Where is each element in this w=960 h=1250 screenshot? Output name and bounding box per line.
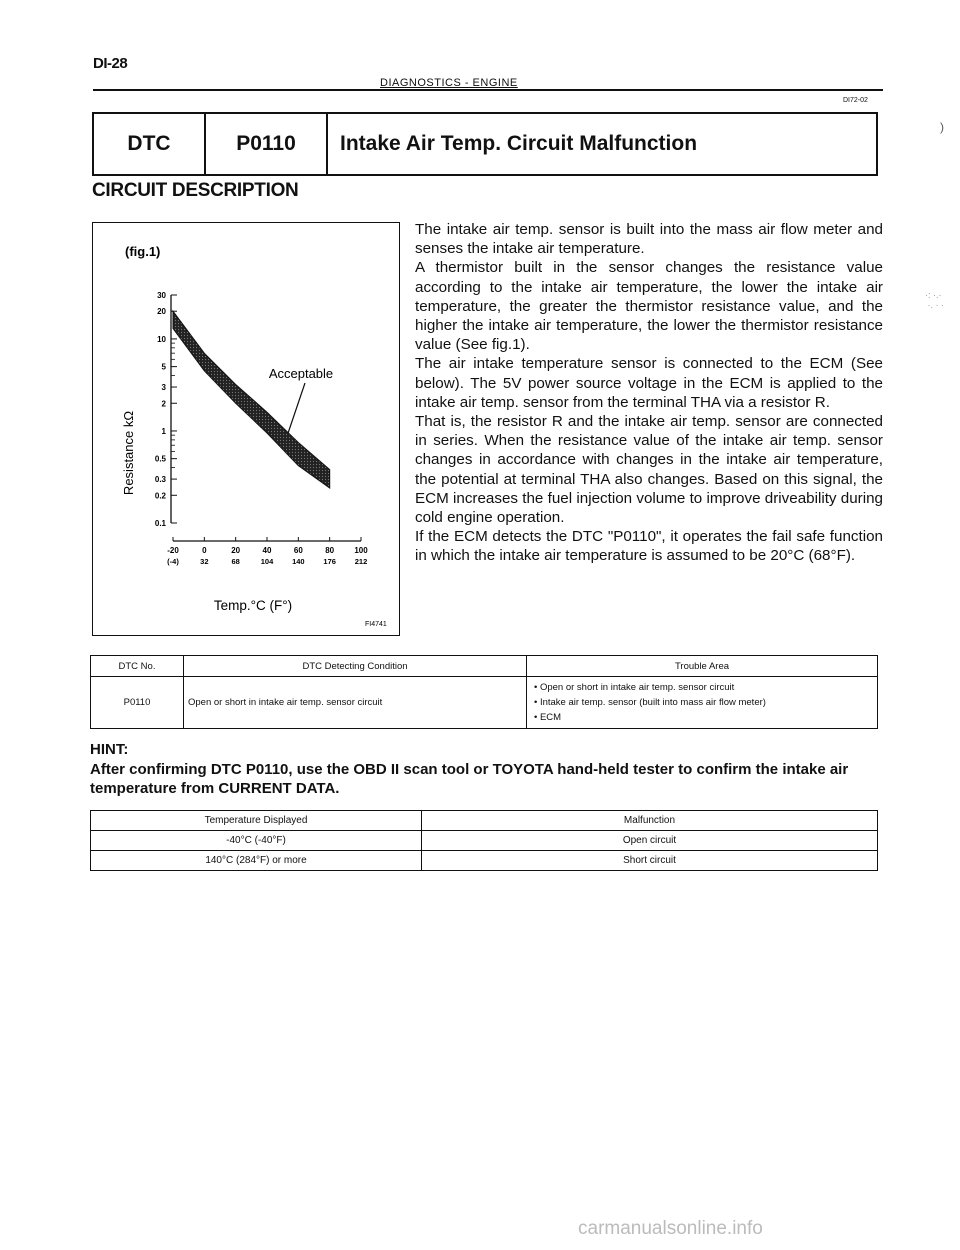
temperature-table [90, 810, 878, 871]
x-tick-label-celsius: 80 [325, 546, 335, 555]
x-axis-label: Temp.°C (F°) [213, 598, 293, 613]
y-axis-label: Resistance kΩ [121, 410, 136, 496]
description-paragraph: The air intake temperature sensor is connected to the ECM (See below). The 5V power source voltage in the ECM is applied to the intake air temp. sensor from the terminal THA via a resistor R. [415, 355, 883, 411]
y-tick-label: 20 [157, 307, 166, 317]
dtc-code: P0110 [206, 114, 328, 174]
figure-id: FI4741 [365, 621, 387, 628]
doc-code: DI72-02 [843, 97, 868, 104]
y-tick-label: 5 [161, 362, 166, 372]
x-tick-label-fahrenheit: 212 [354, 557, 368, 566]
x-tick-label-celsius: 100 [354, 546, 368, 555]
temp-cell: 140°C (284°F) or more [91, 851, 422, 871]
circuit-heading: CIRCUIT DESCRIPTION [92, 180, 299, 201]
dtc-label: DTC [94, 114, 206, 174]
x-tick-label-fahrenheit: 140 [292, 557, 305, 566]
x-tick-label-fahrenheit: 32 [200, 557, 209, 566]
hint-text: After confirming DTC P0110, use the OBD II scan tool or TOYOTA hand-held tester to confirm the intake air temperature from CURRENT DATA. [90, 761, 849, 797]
plot-area [155, 291, 368, 566]
dtc-table [90, 655, 878, 729]
temp-cell: -40°C (-40°F) [91, 831, 422, 851]
dtc-title: Intake Air Temp. Circuit Malfunction [340, 132, 698, 155]
resistance-chart [93, 223, 399, 635]
y-tick-label: 1 [161, 426, 166, 436]
page-number: DI-28 [93, 55, 128, 72]
x-tick-label-fahrenheit: 68 [231, 557, 240, 566]
x-tick-label-celsius: 20 [231, 546, 241, 555]
y-tick-label: 0.2 [154, 491, 166, 501]
temp-displayed-header: Temperature Displayed [91, 811, 422, 831]
dtc-title-box [92, 112, 878, 176]
y-tick-label: 0.5 [154, 454, 166, 464]
hint-label: HINT: [90, 741, 129, 758]
x-tick-label-celsius: 0 [202, 546, 207, 555]
description-paragraph: That is, the resistor R and the intake air temp. sensor are connected in series. When the resistance value of the intake air temp. sensor changes in accordance with changes in the intake air temperature, the potential at terminal THA also changes. Based on this signal, the ECM increases the fuel injection volume to improve driveability during cold engine operation. [415, 413, 883, 527]
malfunction-cell: Open circuit [422, 831, 878, 851]
circuit-description [415, 220, 883, 566]
x-tick-label-fahrenheit: 176 [323, 557, 336, 566]
condition-header: DTC Detecting Condition [184, 656, 527, 677]
y-tick-label: 30 [157, 291, 166, 300]
trouble-area-item: • ECM [534, 712, 562, 723]
acceptable-band [173, 311, 330, 488]
malfunction-cell: Short circuit [422, 851, 878, 871]
trouble-area-item: • Open or short in intake air temp. sensor circuit [534, 682, 735, 693]
header-rule [93, 89, 883, 91]
scan-specks: ·: ·.· ·. · · [925, 290, 944, 310]
x-tick-label-celsius: 40 [262, 546, 272, 555]
acceptable-label: Acceptable [268, 366, 334, 381]
fig-label: (fig.1) [125, 244, 161, 259]
x-tick-label-fahrenheit: (-4) [167, 557, 179, 566]
y-tick-label: 0.1 [154, 519, 166, 528]
trouble-area-header: Trouble Area [527, 656, 878, 677]
malfunction-header: Malfunction [422, 811, 878, 831]
y-tick-label: 0.3 [154, 475, 166, 485]
margin-mark: ) [940, 120, 944, 134]
condition-cell: Open or short in intake air temp. sensor circuit [184, 677, 527, 729]
trouble-area-cell [527, 677, 878, 729]
description-paragraph: The intake air temp. sensor is built into the mass air flow meter and senses the intake air temperature. [415, 221, 883, 258]
description-paragraph: A thermistor built in the sensor changes the resistance value according to the intake air temperature, the lower the intake air temperature, the greater the thermistor resistance value, and the higher the intake air temperature, the lower the thermistor resistance value (See fig.1). [415, 259, 883, 354]
x-tick-label-fahrenheit: 104 [260, 557, 274, 566]
dtc-no-header: DTC No. [91, 656, 184, 677]
trouble-area-item: • Intake air temp. sensor (built into mass air flow meter) [534, 697, 766, 708]
watermark: carmanualsonline.info [578, 1218, 763, 1239]
description-paragraph: If the ECM detects the DTC "P0110", it operates the fail safe function in which the intake air temperature is assumed to be 20°C (68°F). [415, 528, 883, 565]
figure-box [92, 222, 400, 636]
section-title: DIAGNOSTICS - ENGINE [380, 77, 518, 89]
y-tick-label: 10 [157, 334, 166, 344]
x-tick-label-celsius: 60 [293, 546, 303, 555]
y-tick-label: 3 [161, 383, 166, 393]
y-tick-label: 2 [161, 399, 166, 409]
dtc-no-cell: P0110 [91, 677, 184, 729]
x-tick-label-celsius: -20 [167, 546, 179, 555]
